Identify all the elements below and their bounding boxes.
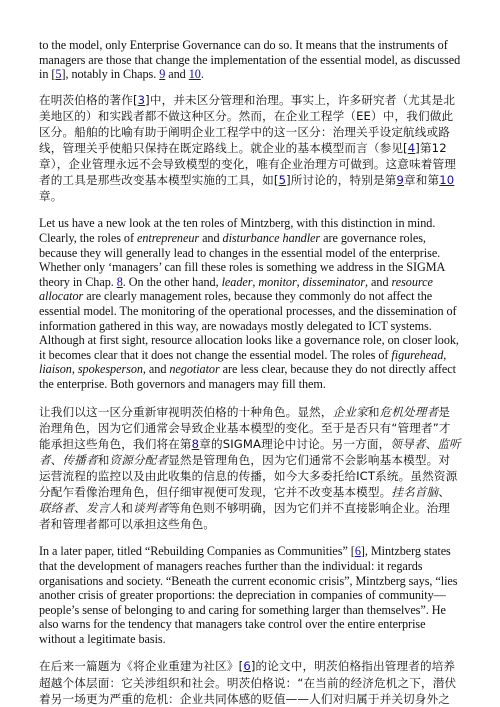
text-run: In a later paper, titled “Rebuilding Companies as Communities” [ [39, 544, 355, 559]
text-run: , [443, 347, 447, 362]
chapter-link[interactable]: 9 [396, 173, 404, 188]
role-term: negotiator [169, 362, 220, 377]
citation-link[interactable]: 6 [354, 544, 361, 559]
role-term: disturbance handler [222, 231, 321, 246]
role-term: spokesperson [77, 362, 143, 377]
text-run: 在明茨伯格的著作[ [39, 92, 138, 107]
text-run: , [252, 274, 259, 289]
role-term: figurehead [391, 347, 444, 362]
text-run: ], notably in Chaps. [61, 67, 160, 82]
text-run: , and [142, 362, 170, 377]
chapter-link[interactable]: 10 [188, 67, 201, 82]
text-run: 章。 [39, 189, 63, 204]
paragraph-en-rebuilding-communities [39, 544, 461, 646]
text-run: and [165, 67, 189, 82]
text-run: 章的SIGMA理论中讨论。另一方面， [199, 436, 391, 451]
citation-link[interactable]: 3 [137, 92, 146, 107]
role-term: 谈判者 [132, 501, 169, 516]
chapter-link[interactable]: 8 [191, 436, 200, 451]
text-run: . [200, 67, 204, 82]
role-term: 资源分配者 [109, 452, 169, 467]
text-run: ]第12章），企业管理永远不会导致模型的变化，唯有企业治理方可做到。这意味着管理者的工具是那些改变基本模型实施的工具，如[ [39, 141, 456, 188]
text-run: ]的论文中，明茨伯格指出管理者的培养超越个体层面：它关涉组织和社会。明茨伯格说：“在当前的经济危机之下，潜伏着另一场更为严重的危机：企业共同体感的贬值——人们对归属于并关切身外之 [39, 659, 457, 706]
citation-link[interactable]: 4 [407, 141, 416, 156]
text-run: are governance roles, because they will generally lead to changes in the essential model of the enterprise. Whether only ‘managers’ can fill these roles is something we address in the SIGMA theory in Chap. [39, 231, 445, 289]
text-run: are clearly management roles, because they commonly do not affect the essential model. The monitoring of the operational processes, and the dissemination of information gathered in this way, are nowadays mostly delegated to ICT systems. Although at first sight, resource allocation looks like a governance role, on closer look, it becomes clear that it does not change the essential model. The roles of [39, 289, 459, 362]
citation-link[interactable]: 5 [55, 67, 62, 82]
text-run: ], Mintzberg states that the development of managers reaches further than the individual: it regards organisations and society. “Beneath the current economic crisis”, Mintzberg says, “lies another crisis of greater proportions: the depreciation in companies of community—people’s sense of belonging to and caring for something larger than themselves”. He also warns for the tendency that managers take control over the entire enterprise without a legitimate basis. [39, 544, 458, 646]
text-run: and [199, 231, 223, 246]
chapter-link[interactable]: 10 [439, 173, 455, 188]
text-run: 是治理角色，因为它们通常会导致企业基本模型的变化。至于是否只有“管理者”才能承担这些角色，我们将在第 [39, 404, 451, 451]
role-term: disseminator [302, 274, 366, 289]
role-term: leader [221, 274, 253, 289]
text-run: , [71, 362, 78, 377]
text-run: are less clear, because they do not directly affect the enterprise. Both governors and managers may fill them. [39, 362, 456, 391]
text-run: . On the other hand, [122, 274, 222, 289]
text-run: Let us have a new look at the ten roles of Mintzberg, with this distinction in mind. Clearly, the roles of [39, 216, 436, 246]
role-term: resource allocator [39, 274, 433, 304]
text-run: 显然是管理角色，因为它们通常不会影响基本模型。对运营流程的监控以及由此收集的信息的传播，如今大多委托给ICT系统。虽然资源分配乍看像治理角色，但仔细审视便可发现，它并不改变基本模型。 [39, 452, 458, 500]
paragraph-zh-mintzberg-roles [39, 404, 461, 533]
document-page [39, 38, 461, 707]
role-term: 企业家 [332, 404, 368, 419]
citation-link[interactable]: 5 [278, 173, 287, 188]
text-run: 和 [121, 501, 133, 516]
chapter-link[interactable]: 9 [159, 67, 166, 82]
role-term: 领导者 [390, 436, 426, 451]
role-term: 危机处理者 [379, 404, 439, 419]
role-term: liaison [39, 362, 72, 377]
text-run: 和 [367, 404, 380, 419]
text-run: 让我们以这一区分重新审视明茨伯格的十种角色。显然， [39, 404, 333, 419]
text-run: 、 [74, 501, 86, 516]
role-term: 联络者 [39, 501, 75, 516]
paragraph-en-governance-tail [39, 38, 461, 82]
role-term: 监听者 [39, 436, 461, 467]
citation-link[interactable]: 6 [243, 659, 251, 674]
text-run: 和 [97, 452, 110, 467]
text-run: to the model, only Enterprise Governance can do so. It means that the instruments of managers are those that change the implementation of the essential model, as discussed in [ [39, 38, 461, 82]
text-run: 章和第 [404, 173, 440, 188]
text-run: , and [365, 274, 392, 289]
role-term: monitor [258, 274, 297, 289]
text-run: , [296, 274, 303, 289]
paragraph-en-mintzberg-roles [39, 216, 461, 391]
text-run: ]所讨论的，特别是第 [286, 173, 397, 188]
text-run: ]中，并未区分管理和治理。事实上，许多研究者（尤其是北美地区的）和实践者都不做这种区分。然而，在企业工程学（EE）中，我们做此区分。船舶的比喻有助于阐明企业工程学中的这一区分：治理关乎设定航线或路线，管理关乎使船只保持在既定路线上。就企业的基本模型而言（参见[ [39, 92, 456, 156]
paragraph-zh-rebuilding-communities [39, 658, 461, 706]
paragraph-zh-governance [39, 92, 461, 205]
text-run: 、 [50, 452, 63, 467]
role-term: 传播者 [62, 452, 98, 467]
role-term: 发言人 [85, 501, 122, 516]
text-run: 、 [425, 436, 438, 451]
role-term: entrepreneur [136, 231, 200, 246]
role-term: 挂名首脑 [391, 485, 439, 500]
text-run: 等角色则不够明确，因为它们并不直接影响企业。治理者和管理者都可以承担这些角色。 [39, 501, 451, 532]
chapter-link[interactable]: 8 [116, 274, 123, 289]
text-run: 在后来一篇题为《将企业重建为社区》[ [39, 659, 244, 674]
text-run: 、 [438, 485, 451, 500]
